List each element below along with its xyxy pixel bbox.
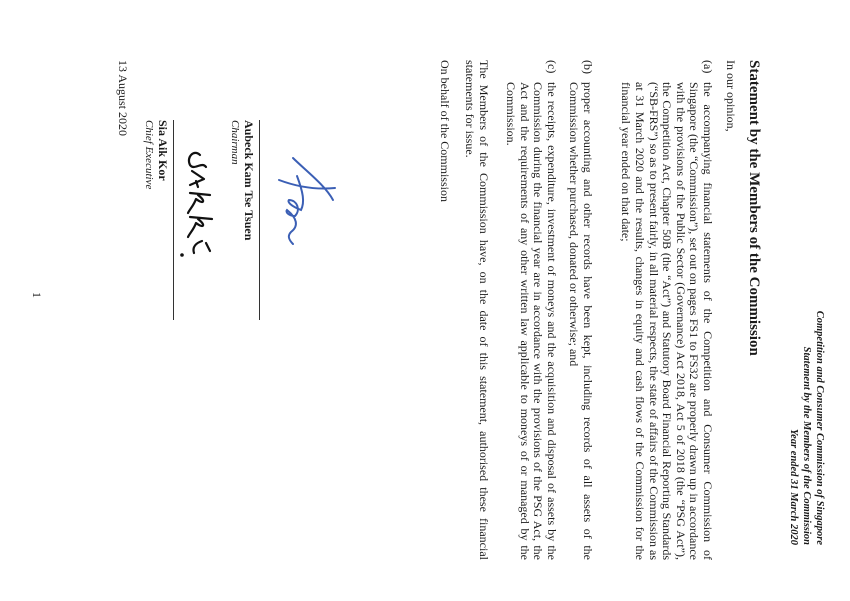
on-behalf-text: On behalf of the Commission: [438, 60, 452, 202]
signatory-title: Chairman: [229, 120, 241, 165]
opinion-item-b: [567, 60, 594, 560]
chairman-signature: [265, 140, 345, 260]
signatory-name: Sia Aik Kor: [156, 120, 170, 181]
item-text: the accompanying financial statements of the Competition and Consumer Commission of Singapore (the “Commission”), set out on pages FS1 to FS32 are properly drawn up in accordance with the provisions of the Public Sector (Governance) Act 2018, Act 5 of 2018 (the “PSG Act”), the Competition Act, Chapter 50B (the “Act”) and Statutory Board Financial Reporting Standards (“SB-FRS”) so as to present fairly, in all material respects, the state of affairs of the Commission as at 31 March 2020 and the results, changes in equity and cash flows of the Commission for the financial year ended on that date;: [619, 82, 715, 560]
item-label: (a): [701, 60, 715, 74]
header-year: Year ended 31 March 2020: [788, 428, 799, 545]
intro-text: In our opinion,: [724, 60, 738, 132]
page-title: Statement by the Members of the Commission: [746, 60, 762, 356]
page-number: 1: [30, 292, 44, 298]
opinion-item-a: [619, 60, 714, 560]
statement-date: 13 August 2020: [116, 60, 130, 137]
signature-line: [259, 120, 260, 320]
header-statement: Statement by the Members of the Commission: [801, 346, 812, 545]
opinion-item-c: [504, 60, 558, 560]
document-header: [787, 311, 826, 545]
item-label: (c): [545, 60, 559, 74]
signatory-name: Aubeck Kam Tse Tsuen: [242, 120, 256, 241]
item-label: (b): [581, 60, 595, 74]
item-text: the receipts, expenditure, investment of moneys and the acquisition and disposal of assets by the Commission during the financial year are in accordance with the provisions of the PSG Act, the Act and the requirements of any other written law applicable to moneys of or managed by the Commission.: [504, 82, 559, 560]
signature-line: [173, 120, 174, 320]
closing-paragraph: The Members of the Commission have, on the date of this statement, authorised these financial statements for issue.: [463, 60, 491, 560]
chief-executive-signature-block: [143, 60, 174, 330]
item-text: proper accounting and other records have been kept, including records of all assets of the Commission whether purchased, donated or otherwise; and: [567, 82, 595, 560]
header-organisation: Competition and Consumer Commission of Singapore: [814, 310, 825, 545]
signatory-title: Chief Executive: [143, 120, 155, 190]
